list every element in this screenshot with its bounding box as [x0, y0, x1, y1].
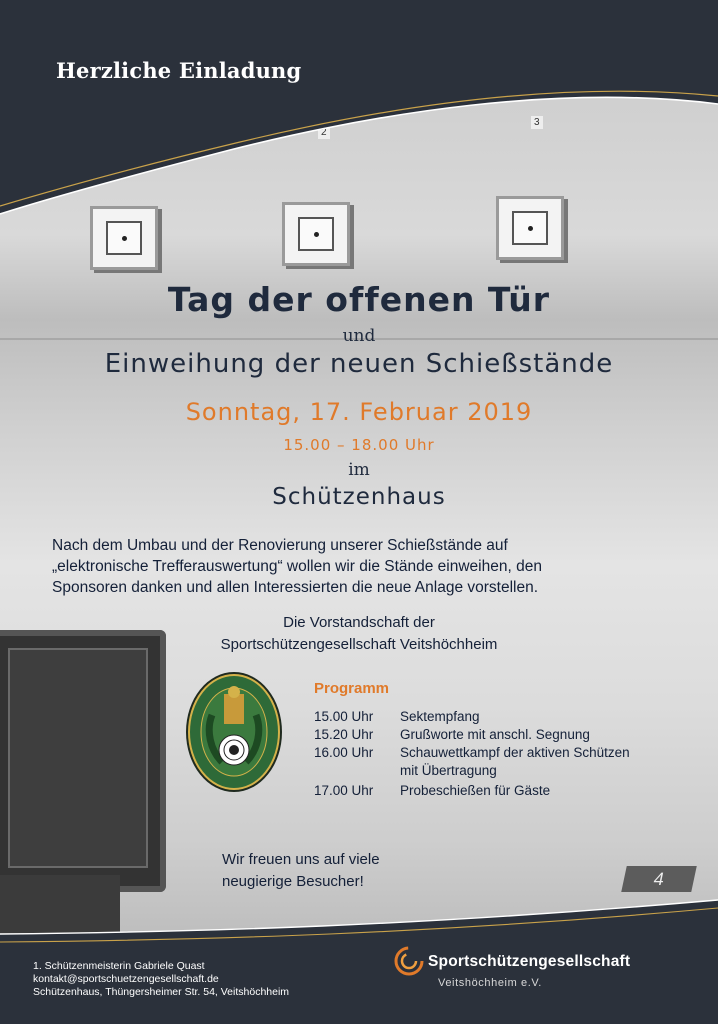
closing-line-2: neugierige Besucher! [222, 873, 364, 890]
lane-number-2: 2 [318, 126, 330, 139]
club-emblem [184, 670, 284, 795]
event-subtitle: Einweihung der neuen Schießstände [104, 349, 614, 379]
lane-number-3: 3 [531, 116, 543, 129]
intro-line-1: Nach dem Umbau und der Renovierung unserer Schießstände auf [52, 537, 508, 554]
location-prefix: im [348, 460, 370, 480]
program-desc: Sektempfang [400, 709, 480, 724]
program-row [314, 727, 590, 742]
floor-lane-label: 4 [621, 866, 697, 892]
signature-line-1: Die Vorstandschaft der [283, 614, 435, 631]
contact-name: 1. Schützenmeisterin Gabriele Quast [33, 960, 205, 972]
contact-email[interactable]: kontakt@sportschuetzengesellschaft.de [33, 973, 219, 985]
contact-address: Schützenhaus, Thüngersheimer Str. 54, Veitshöchheim [33, 986, 290, 998]
intro-line-2: „elektronische Trefferauswertung“ wollen wir die Stände einweihen, den [52, 558, 542, 575]
program-title: Programm [314, 680, 390, 697]
header-title: Herzliche Einladung [56, 58, 302, 83]
program-row [314, 709, 480, 724]
event-time: 15.00 – 18.00 Uhr [283, 436, 435, 454]
program-desc: Probeschießen für Gäste [400, 783, 551, 798]
program-row [314, 745, 630, 760]
program-time: 15.20 Uhr [314, 727, 374, 742]
program-desc: Schauwettkampf der aktiven Schützen [400, 745, 630, 760]
program-row [314, 783, 550, 798]
program-time: 16.00 Uhr [314, 745, 374, 760]
program-desc: mit Übertragung [400, 763, 497, 778]
intro-line-3: Sponsoren danken und allen Interessierten die neue Anlage vorstellen. [52, 579, 539, 596]
club-logo-name: Sportschützengesellschaft [428, 953, 631, 970]
event-conjunction: und [342, 326, 376, 346]
program-row [314, 763, 497, 778]
event-date: Sonntag, 17. Februar 2019 [185, 398, 533, 426]
signature-line-2: Sportschützengesellschaft Veitshöchheim [220, 636, 498, 653]
top-wave-band [0, 0, 718, 220]
club-logo-subtitle: Veitshöchheim e.V. [438, 977, 542, 989]
event-title: Tag der offenen Tür [167, 280, 551, 319]
event-location: Schützenhaus [272, 484, 446, 510]
intro-paragraph [52, 535, 652, 598]
footer-contact [33, 960, 289, 999]
closing-message [222, 849, 380, 893]
program-time: 15.00 Uhr [314, 709, 374, 724]
club-logo-icon [394, 946, 424, 976]
monitor-display [0, 630, 166, 892]
program-desc: Grußworte mit anschl. Segnung [400, 727, 590, 742]
closing-line-1: Wir freuen uns auf viele [222, 851, 380, 868]
program-time: 17.00 Uhr [314, 783, 374, 798]
